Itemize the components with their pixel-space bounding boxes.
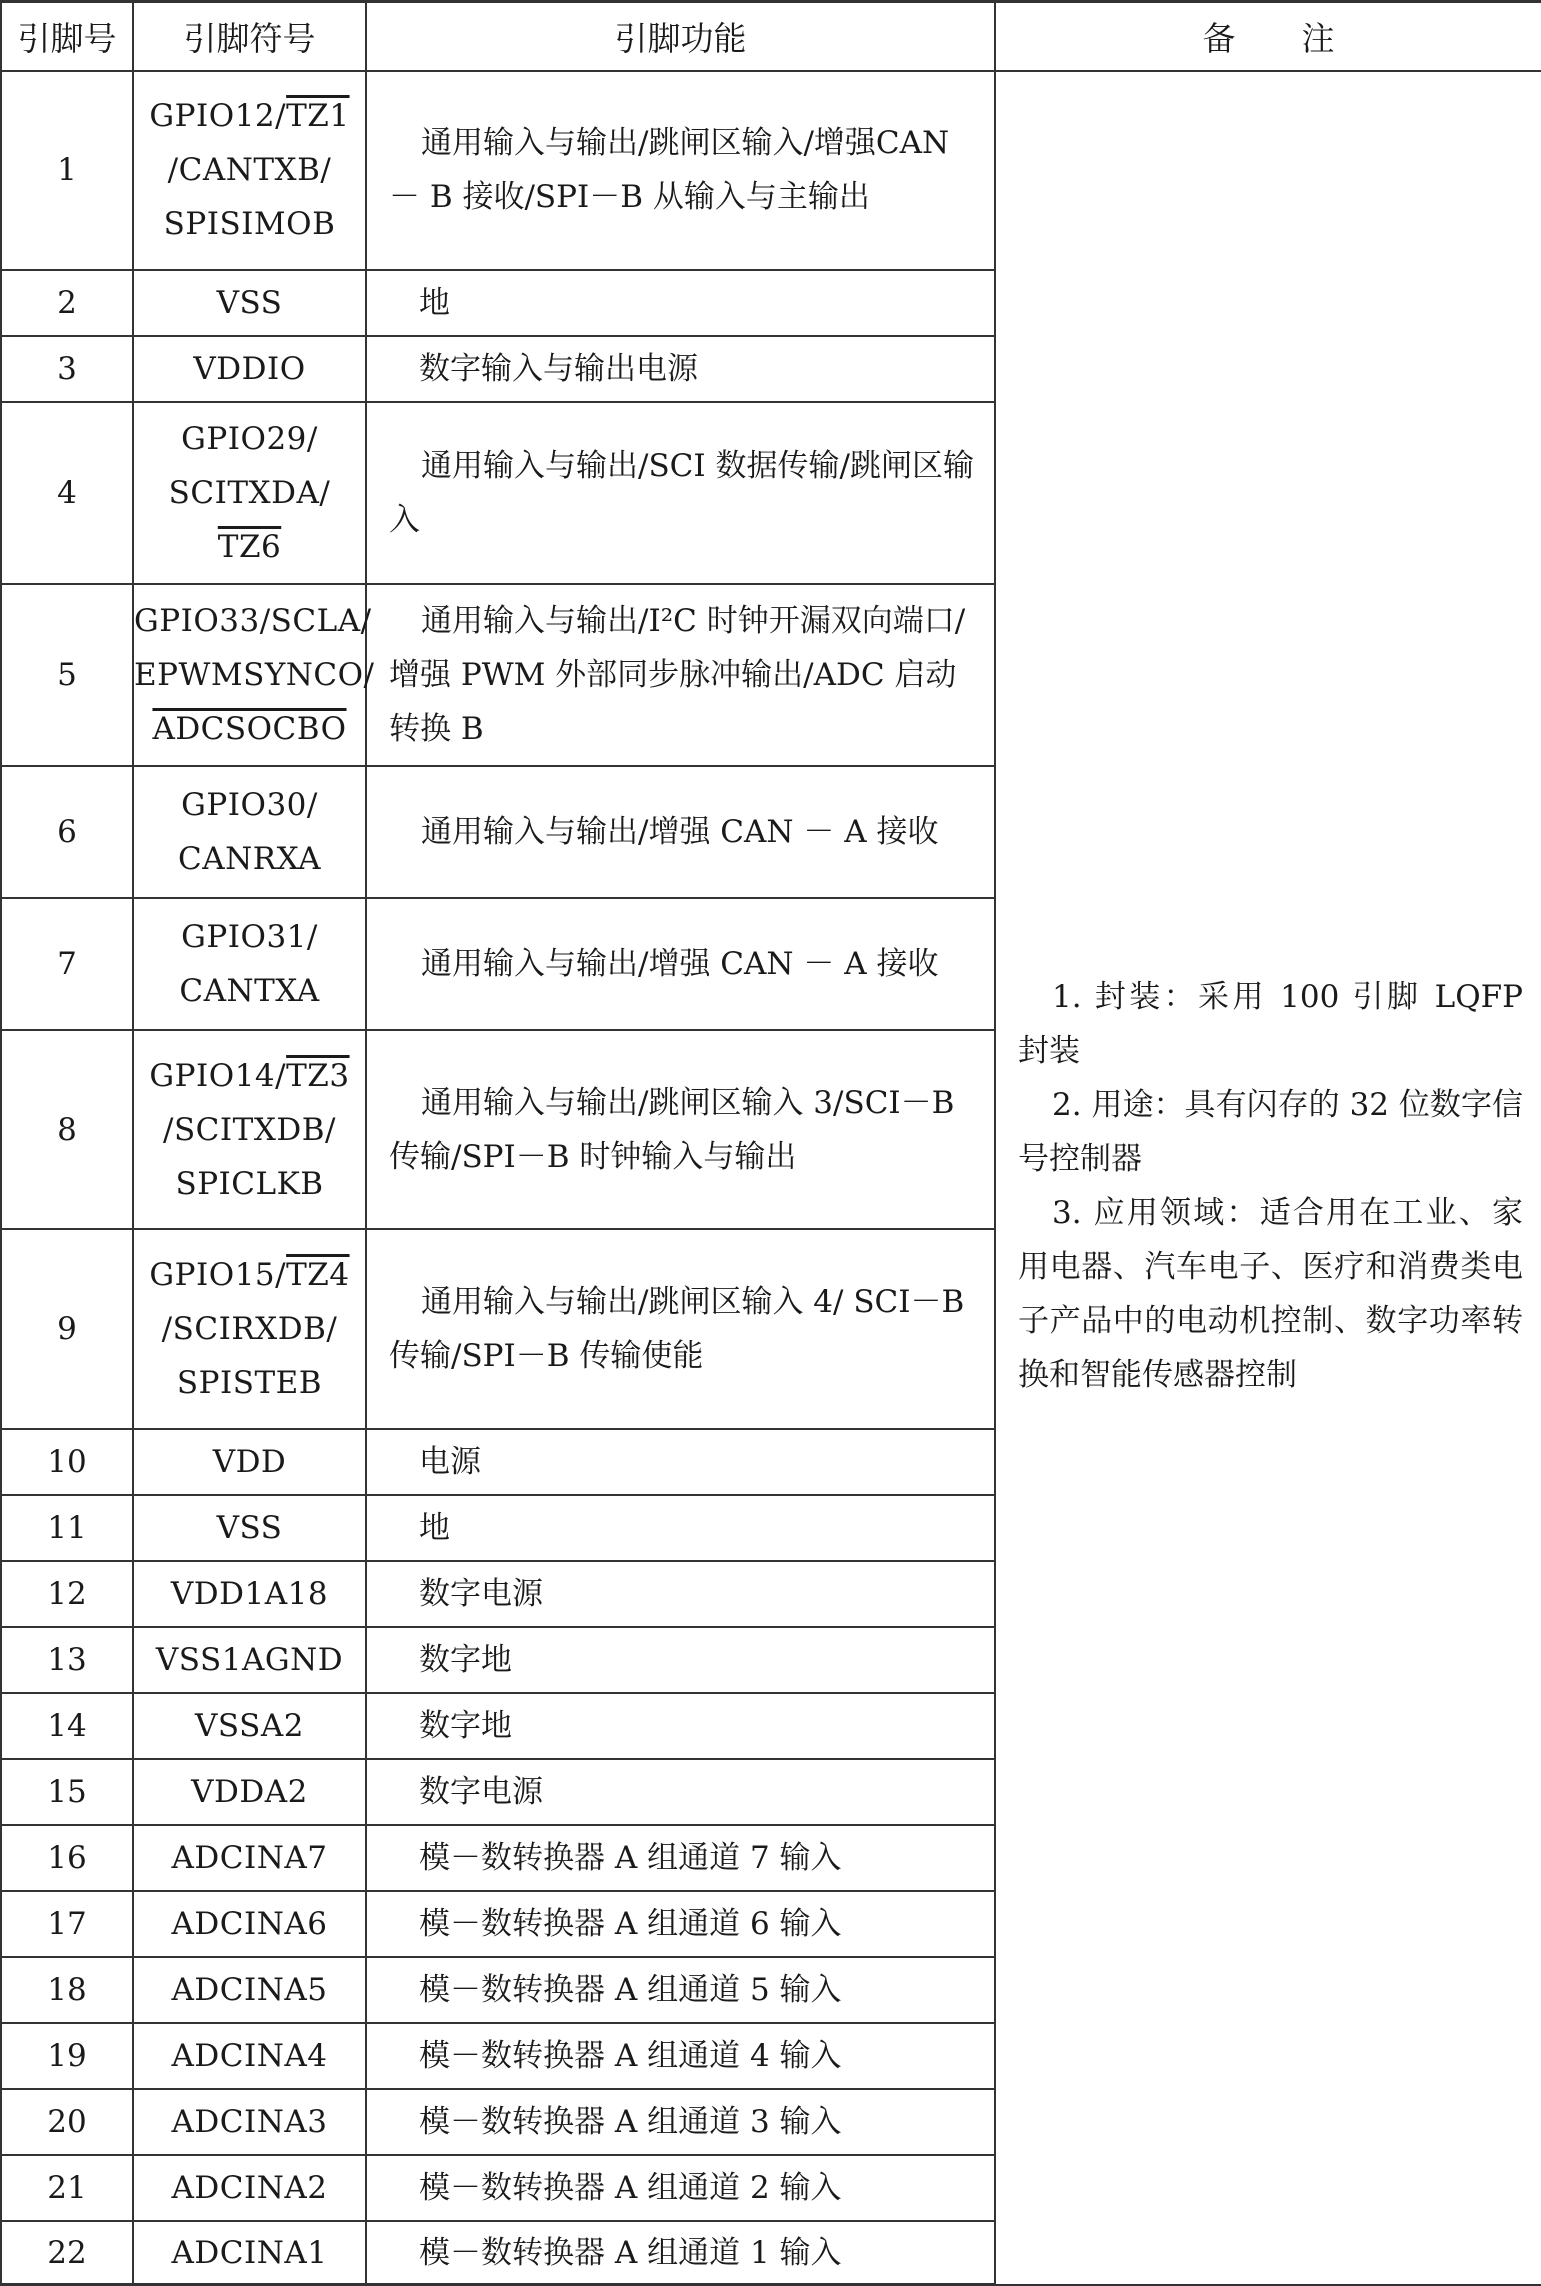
pin-function: 模－数转换器 A 组通道 6 输入 [366,1891,995,1957]
pin-symbol [133,766,366,898]
pin-symbol-text: VDDA2 [191,1773,308,1810]
pin-symbol-text: EPWMSYNCO/ [134,657,375,693]
pin-function: 模－数转换器 A 组通道 3 输入 [366,2089,995,2155]
pin-symbol-line [134,832,365,886]
pin-number: 12 [1,1561,133,1627]
pin-symbol-text: SPICLKB [175,1165,324,1202]
pin-symbol [133,2089,366,2155]
pin-symbol-line [134,2029,365,2083]
pin-number: 21 [1,2155,133,2221]
pin-symbol [133,1030,366,1229]
pin-number: 22 [1,2221,133,2284]
pin-symbol-line [134,1103,365,1157]
pin-symbol-text: ADCINA7 [171,1839,328,1876]
pin-symbol-text: VSSA2 [195,1707,304,1744]
pin-number: 20 [1,2089,133,2155]
pin-symbol-text: VDD1A18 [170,1575,329,1612]
pin-symbol-text: ADCINA6 [171,1905,328,1942]
pin-symbol-text: /SCIRXDB/ [161,1311,338,1348]
pin-symbol [133,1561,366,1627]
pin-function: 通用输入与输出/跳闸区输入/增强CAN － B 接收/SPI－B 从输入与主输出 [366,71,995,270]
pin-symbol-text: VDD [212,1443,287,1480]
pin-symbol-line [134,89,365,143]
pin-symbol [133,2221,366,2284]
pin-symbol [133,1627,366,1693]
pin-symbol [133,270,366,336]
pin-symbol-text: GPIO29/ [181,420,318,457]
pin-number: 10 [1,1429,133,1495]
pin-symbol-line [134,466,365,520]
pin-rows [1,71,1541,2285]
pin-number: 14 [1,1693,133,1759]
pin-number: 11 [1,1495,133,1561]
pin-function: 通用输入与输出/跳闸区输入 3/SCI－B 传输/SPI－B 时钟输入与输出 [366,1030,995,1229]
pin-function: 电源 [366,1429,995,1495]
pin-symbol-text: GPIO33/SCLA/ [134,603,372,639]
pin-symbol-text: SPISIMOB [163,206,336,243]
pin-function: 通用输入与输出/跳闸区输入 4/ SCI－B 传输/SPI－B 传输使能 [366,1229,995,1428]
pin-symbol-line [134,143,365,197]
pin-symbol-active-low: ADCSOCBO [152,711,347,747]
pin-symbol-line [134,520,365,574]
pin-symbol-text: ADCINA1 [171,2234,328,2271]
pin-function: 模－数转换器 A 组通道 4 输入 [366,2023,995,2089]
pin-symbol [133,1957,366,2023]
pin-symbol-line [134,197,365,251]
pin-symbol [133,584,375,766]
pin-symbol-line [134,1699,365,1753]
pin-function: 通用输入与输出/增强 CAN － A 接收 [366,898,995,1030]
pin-number: 7 [1,898,133,1030]
pin-symbol [133,2023,366,2089]
pin-function: 模－数转换器 A 组通道 5 输入 [366,1957,995,2023]
pin-symbol-line [134,648,375,702]
pin-symbol [133,2155,366,2221]
pin-number: 15 [1,1759,133,1825]
pin-symbol-text: ADCINA2 [171,2170,328,2207]
pin-symbol-active-low: TZ4 [286,1257,350,1294]
pin-symbol-text: /SCITXDB/ [163,1111,336,1148]
pin-symbol-text: CANTXA [179,973,320,1010]
pin-symbol-text: VSS1AGND [155,1641,344,1678]
pin-symbol-line [134,1248,365,1302]
pin-symbol-line [134,1765,365,1819]
pin-symbol [133,1693,366,1759]
pin-symbol [133,71,366,270]
pin-symbol-text: ADCINA5 [171,1972,328,2009]
pin-number: 13 [1,1627,133,1693]
pin-function: 模－数转换器 A 组通道 2 输入 [366,2155,995,2221]
header-pin-function: 引脚功能 [366,2,995,71]
pin-number: 19 [1,2023,133,2089]
pin-symbol-active-low: TZ1 [286,98,350,135]
header-pin-no: 引脚号 [1,2,133,71]
pin-symbol-line [134,964,365,1018]
pin-symbol-text: VSS [216,284,283,321]
pin-number: 8 [1,1030,133,1229]
pin-symbol [133,1495,366,1561]
pin-symbol-text: VSS [216,1509,283,1546]
pin-symbol-text: GPIO12/ [149,98,287,135]
pin-symbol-line [134,1633,365,1687]
pin-symbol-text: GPIO14/ [149,1057,287,1094]
pin-symbol-text: /CANTXB/ [167,152,332,189]
pin-symbol-line [134,2226,365,2280]
pin-function: 通用输入与输出/I²C 时钟开漏双向端口/增强 PWM 外部同步脉冲输出/ADC 启动转换 B [366,584,995,766]
pin-function: 数字地 [366,1693,995,1759]
pin-number: 6 [1,766,133,898]
pin-symbol-line [134,1963,365,2017]
pin-function: 模－数转换器 A 组通道 1 输入 [366,2221,995,2284]
pin-symbol-active-low: TZ6 [217,528,282,565]
pin-symbol-text: GPIO15/ [149,1257,287,1294]
pin-symbol [133,1825,366,1891]
pin-symbol-line [134,1049,365,1103]
pin-symbol-line [134,778,365,832]
pin-symbol-line [134,342,365,396]
pin-number: 3 [1,336,133,402]
pin-symbol [133,336,366,402]
header-row [1,2,1541,71]
pin-symbol [133,402,366,584]
pin-symbol-line [134,1356,365,1410]
pin-symbol-line [134,1567,365,1621]
remark-item: 1. 封装：采用 100 引脚 LQFP 封装 [1018,978,1523,1069]
remark-item: 3. 应用领域：适合用在工业、家用电器、汽车电子、医疗和消费类电子产品中的电动机控制、数字功率转换和智能传感器控制 [1018,1194,1523,1393]
pin-function: 数字电源 [366,1759,995,1825]
pin-symbol-line [134,1435,365,1489]
pin-symbol-text: GPIO30/ [181,787,318,824]
pin-symbol-line [134,1501,365,1555]
pin-symbol-line [134,412,365,466]
pin-symbol-line [134,1302,365,1356]
header-pin-symbol: 引脚符号 [133,2,366,71]
pin-symbol-text: ADCINA3 [171,2104,328,2141]
pin-symbol-text: SPISTEB [176,1365,323,1402]
pin-number: 5 [1,584,133,766]
pin-symbol-line [134,2161,365,2215]
header-remarks: 备 注 [995,2,1541,71]
pin-symbol [133,1891,366,1957]
remarks-cell [995,71,1541,2285]
pin-number: 17 [1,1891,133,1957]
pin-symbol-line [134,1831,365,1885]
pin-symbol-text: GPIO31/ [181,919,318,956]
pin-symbol-active-low: TZ3 [286,1057,350,1094]
pin-function: 数字地 [366,1627,995,1693]
pin-symbol [133,1759,366,1825]
pin-function: 数字输入与输出电源 [366,336,995,402]
pin-function: 通用输入与输出/增强 CAN － A 接收 [366,766,995,898]
pin-symbol-text: SCITXDA/ [168,474,331,511]
pin-symbol-line [134,910,365,964]
pin-symbol-line [134,702,365,756]
table-row [1,71,1541,270]
pin-symbol-text: ADCINA4 [171,2038,328,2075]
pin-symbol-text: VDDIO [193,350,306,387]
pin-symbol-text: CANRXA [178,841,321,878]
pin-function: 地 [366,1495,995,1561]
pin-function: 数字电源 [366,1561,995,1627]
pin-symbol [133,898,366,1030]
pin-function: 通用输入与输出/SCI 数据传输/跳闸区输入 [366,402,995,584]
pin-number: 4 [1,402,133,584]
pin-symbol [133,1429,366,1495]
pin-function: 地 [366,270,995,336]
pin-function: 模－数转换器 A 组通道 7 输入 [366,1825,995,1891]
pin-symbol-line [134,1897,365,1951]
pin-number: 2 [1,270,133,336]
pin-number: 18 [1,1957,133,2023]
pin-number: 16 [1,1825,133,1891]
pin-symbol-line [134,276,365,330]
pin-symbol-line [134,594,372,648]
remark-item: 2. 用途：具有闪存的 32 位数字信号控制器 [1018,1086,1523,1177]
pin-symbol-line [134,1157,365,1211]
pin-symbol [133,1229,366,1428]
pin-number: 1 [1,71,133,270]
pin-symbol-line [134,2095,365,2149]
pin-number: 9 [1,1229,133,1428]
